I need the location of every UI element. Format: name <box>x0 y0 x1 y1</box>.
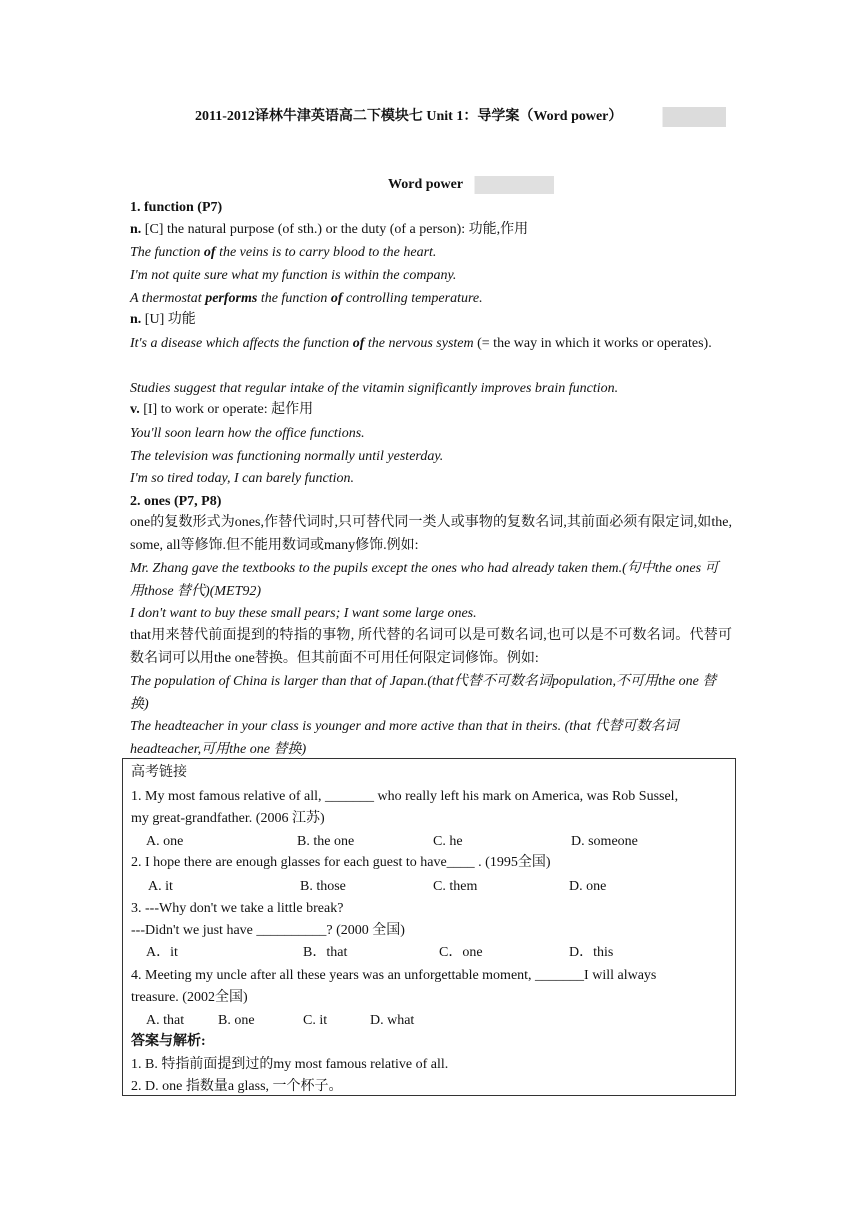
part-of-speech: n. <box>130 312 142 327</box>
section-heading-ones: 2. ones (P7, P8) <box>130 494 222 509</box>
question-1-cont: my great-grandfather. (2006 江苏) <box>131 811 325 826</box>
question-3-cont: ---Didn't we just have __________? (2000 全国) <box>131 923 405 938</box>
definition-text: [U] 功能 <box>141 312 196 327</box>
question-3: 3. ---Why don't we take a little break? <box>131 901 344 916</box>
part-of-speech: n. <box>130 222 142 237</box>
example-keyword: of <box>352 336 365 351</box>
option-b: B. one <box>218 1013 255 1028</box>
example-text: the nervous system <box>364 336 474 351</box>
option-d: D. one <box>569 879 607 894</box>
example-sentence: The television was functioning normally until yesterday. <box>130 449 444 464</box>
option-a: A. one <box>146 834 184 849</box>
example-sentence: I'm not quite sure what my function is within the company. <box>130 268 457 283</box>
example-sentence: I don't want to buy these small pears; I want some large ones. <box>130 606 477 621</box>
explanation-paragraph: one的复数形式为ones,作替代词时,只可替代同一类人或事物的复数名词,其前面必须有限定词,如the, some, all等修饰.但不能用数词或many修饰.例如: <box>130 515 732 553</box>
question-4: 4. Meeting my uncle after all these years was an unforgettable moment, _______I will always <box>131 968 657 983</box>
definition-text: [I] to work or operate: 起作用 <box>139 402 314 417</box>
option-c: C. it <box>303 1013 328 1028</box>
option-d: D. someone <box>571 834 638 849</box>
example-keyword: performs <box>205 291 258 306</box>
example-sentence <box>130 243 436 263</box>
option-d: D．this <box>569 945 614 960</box>
option-b: B. those <box>300 879 346 894</box>
example-text: the veins is to carry blood to the heart. <box>215 245 437 260</box>
example-sentence: The headteacher in your class is younger and more active than that in theirs. (that 代替可数名词headteacher,可用the one 替换) <box>130 719 679 757</box>
question-4-cont: treasure. (2002全国) <box>131 990 248 1005</box>
example-text: It's a disease which affects the function <box>130 336 353 351</box>
example-sentence <box>130 289 483 309</box>
example-sentence: You'll soon learn how the office functions. <box>130 426 365 441</box>
question-1: 1. My most famous relative of all, _______ who really left his mark on America, was Rob Sussel, <box>131 789 679 804</box>
box-heading: 高考链接 <box>131 765 187 780</box>
example-text: controlling temperature. <box>342 291 483 306</box>
question-2: 2. I hope there are enough glasses for each guest to have____ . (1995全国) <box>131 855 551 870</box>
example-text: A thermostat <box>130 291 206 306</box>
example-text: The function <box>130 245 204 260</box>
definition-noun-countable <box>130 220 528 240</box>
option-c: C. he <box>433 834 463 849</box>
example-sentence: Studies suggest that regular intake of the vitamin significantly improves brain function. <box>130 381 619 396</box>
example-note: (= the way in which it works or operates) <box>473 336 709 351</box>
option-c: C．one <box>439 945 483 960</box>
definition-verb <box>130 400 313 420</box>
option-a: A．it <box>146 945 178 960</box>
example-sentence: I'm so tired today, I can barely function. <box>130 471 354 486</box>
option-a: A. it <box>148 879 173 894</box>
section-heading-function: 1. function (P7) <box>130 200 223 215</box>
option-c: C. them <box>433 879 478 894</box>
example-sentence: Mr. Zhang gave the textbooks to the pupils except the ones who had already taken them.(句中the ones 可用those 替代)(MET92) <box>130 561 719 599</box>
option-b: B．that <box>303 945 348 960</box>
answer-2: 2. D. one 指数量a glass, 一个杯子。 <box>131 1079 343 1094</box>
example-sentence: It's a disease which affects the function of the nervous system (= the way in which it works or operates). <box>130 336 712 351</box>
example-sentence: The population of China is larger than that of Japan.(that代替不可数名词population,不可用the one 替换) <box>130 674 717 712</box>
part-of-speech: v. <box>130 402 140 417</box>
exam-link-box <box>122 758 736 1096</box>
explanation-paragraph: that用来替代前面提到的特指的事物, 所代替的名词可以是可数名词,也可以是不可数名词。代替可数名词可以用the one替换。但其前面不可用任何限定词修饰。例如: <box>130 628 732 666</box>
answers-heading: 答案与解析: <box>131 1034 206 1049</box>
definition-noun-uncountable <box>130 310 196 330</box>
definition-text: [C] the natural purpose (of sth.) or the duty (of a person): 功能,作用 <box>141 222 529 237</box>
option-d: D. what <box>370 1013 415 1028</box>
document-title: 2011-2012译林牛津英语高二下模块七 Unit 1：导学案（Word power） <box>195 107 726 127</box>
example-text: the function <box>257 291 331 306</box>
option-a: A. that <box>146 1013 185 1028</box>
example-keyword: of <box>330 291 343 306</box>
section-title: Word power <box>388 176 554 194</box>
option-b: B. the one <box>297 834 355 849</box>
example-keyword: of <box>203 245 216 260</box>
answer-1: 1. B. 特指前面提到过的my most famous relative of all. <box>131 1057 449 1072</box>
